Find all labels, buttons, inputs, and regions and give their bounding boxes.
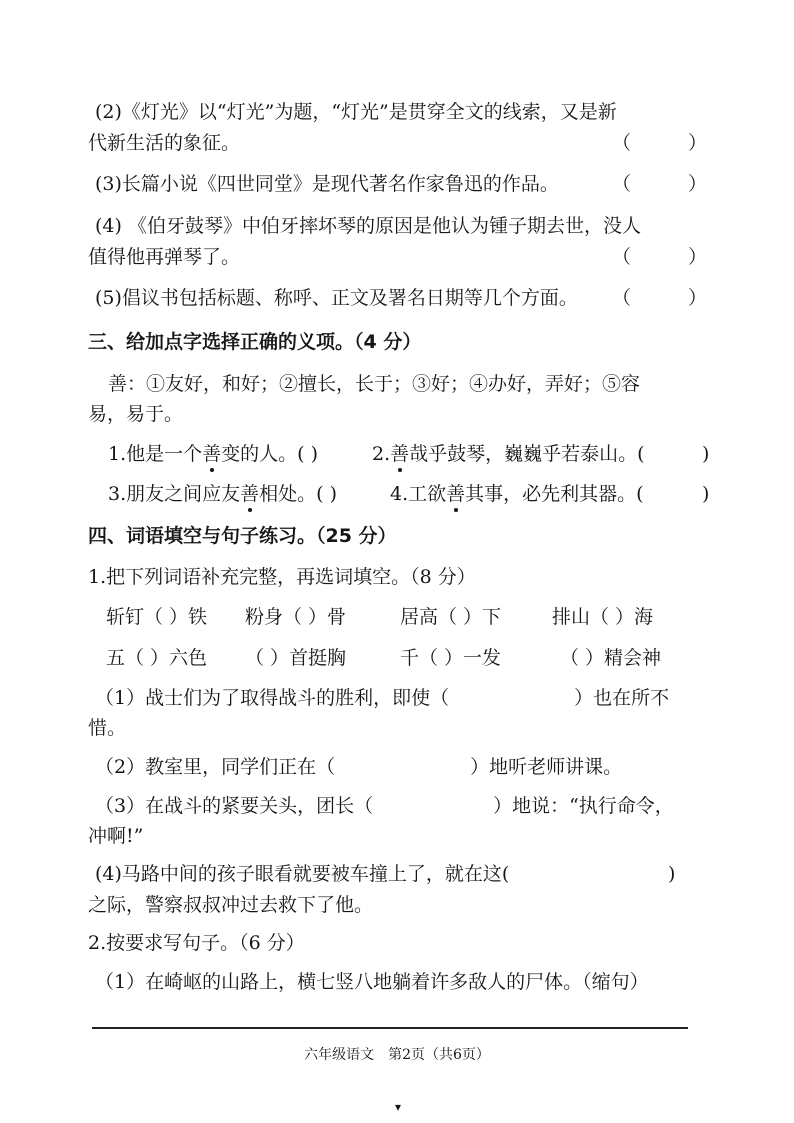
page-footer: 六年级语文 第2页（共6页） — [304, 1047, 490, 1063]
fill-sentence-3-pre: （3）在战斗的紧要关头，团长（ — [95, 795, 374, 817]
dotted-char: 善 — [390, 443, 410, 465]
choice-item-4 — [390, 482, 644, 506]
definition-line2: 易，易于。 — [88, 403, 184, 425]
question-1-title: 1.把下列词语补充完整，再选词填空。（8 分） — [88, 566, 476, 588]
fill-sentence-3-line1 — [95, 794, 674, 818]
choice-item-2 — [372, 442, 645, 466]
fill-sentence-3-line2: 冲啊!” — [88, 825, 144, 847]
fill-sentence-1-post: ）也在所不 — [574, 687, 670, 709]
answer-paren-left: （ — [612, 132, 632, 154]
judge-item-3: (3)长篇小说《四世同堂》是现代著名作家鲁迅的作品。 — [95, 173, 559, 195]
idiom-4: 排山（ ）海 — [552, 606, 654, 628]
answer-paren-right: ） — [688, 132, 708, 154]
fill-sentence-2-pre: （2）教室里，同学们正在（ — [95, 756, 336, 778]
choice-item-1 — [108, 442, 318, 466]
answer-paren-right: ） — [688, 173, 708, 195]
choice-item-3 — [108, 482, 337, 506]
choice-item-1-post: 变的人。( ) — [221, 443, 319, 465]
judge-item-5: (5)倡议书包括标题、称呼、正文及署名日期等几个方面。 — [95, 287, 578, 309]
choice-item-2-post: 哉乎鼓琴，巍巍乎若泰山。( — [409, 443, 645, 465]
fill-sentence-4-line1: (4)马路中间的孩子眼看就要被车撞上了，就在这( — [95, 863, 510, 885]
answer-paren-right: ) — [702, 443, 710, 465]
choice-item-3-post: 相处。( ) — [259, 483, 338, 505]
idiom-1: 斩钉（ ）铁 — [106, 606, 208, 628]
choice-item-1-pre: 1.他是一个 — [108, 443, 203, 465]
choice-item-4-post: 其事，必先利其器。( — [465, 483, 644, 505]
judge-item-2-line2: 代新生活的象征。 — [88, 132, 241, 154]
choice-item-4-pre: 4.工欲 — [390, 483, 447, 505]
dotted-char: 善 — [202, 443, 222, 465]
answer-paren-left: （ — [612, 173, 632, 195]
fill-sentence-1-line2: 惜。 — [88, 717, 127, 739]
idiom-3: 居高（ ）下 — [400, 606, 502, 628]
fill-sentence-4-line2: 之际，警察叔叔冲过去救下了他。 — [88, 894, 374, 916]
question-2-title: 2.按要求写句子。（6 分） — [88, 932, 305, 954]
idiom-7: 千（ ）一发 — [400, 647, 502, 669]
answer-paren-right: ） — [688, 287, 708, 309]
fill-sentence-1-line1 — [95, 686, 669, 710]
idiom-8: （ ）精会神 — [560, 647, 662, 669]
idiom-2: 粉身（ ）骨 — [245, 606, 347, 628]
dotted-char: 善 — [446, 483, 466, 505]
judge-item-4-line1: (4) 《伯牙鼓琴》中伯牙摔坏琴的原因是他认为锺子期去世，没人 — [95, 215, 641, 237]
section-4-heading: 四、词语填空与句子练习。（25 分） — [88, 525, 397, 547]
idiom-6: （ ）首挺胸 — [245, 647, 347, 669]
fill-sentence-3-post: ）地说：“执行命令， — [493, 795, 674, 817]
rewrite-sentence-1: （1）在崎岖的山路上，横七竖八地躺着许多敌人的尸体。（缩句） — [95, 971, 649, 993]
choice-item-2-pre: 2. — [372, 443, 391, 465]
idiom-5: 五（ ）六色 — [106, 647, 208, 669]
fill-sentence-2-post: ）地听老师讲课。 — [470, 756, 623, 778]
fill-sentence-2 — [95, 755, 622, 779]
footer-rule — [92, 1027, 688, 1029]
scan-mark: ▾ — [395, 1100, 402, 1114]
fill-sentence-1-pre: （1）战士们为了取得战斗的胜利，即使（ — [95, 687, 450, 709]
choice-item-3-pre: 3.朋友之间应友 — [108, 483, 241, 505]
answer-paren-right: ） — [688, 246, 708, 268]
dotted-char: 善 — [240, 483, 260, 505]
judge-item-4-line2: 值得他再弹琴了。 — [88, 246, 241, 268]
judge-item-2-line1: (2)《灯光》以“灯光”为题，“灯光”是贯穿全文的线索，又是新 — [95, 101, 617, 123]
answer-paren-left: （ — [612, 246, 632, 268]
answer-paren-left: （ — [612, 287, 632, 309]
section-3-heading: 三、给加点字选择正确的义项。（4 分） — [88, 331, 422, 353]
definition-line1: 善：①友好，和好；②擅长，长于；③好；④办好，弄好；⑤容 — [108, 373, 641, 395]
answer-paren-right: ) — [702, 483, 710, 505]
answer-paren-right: ) — [668, 863, 676, 885]
